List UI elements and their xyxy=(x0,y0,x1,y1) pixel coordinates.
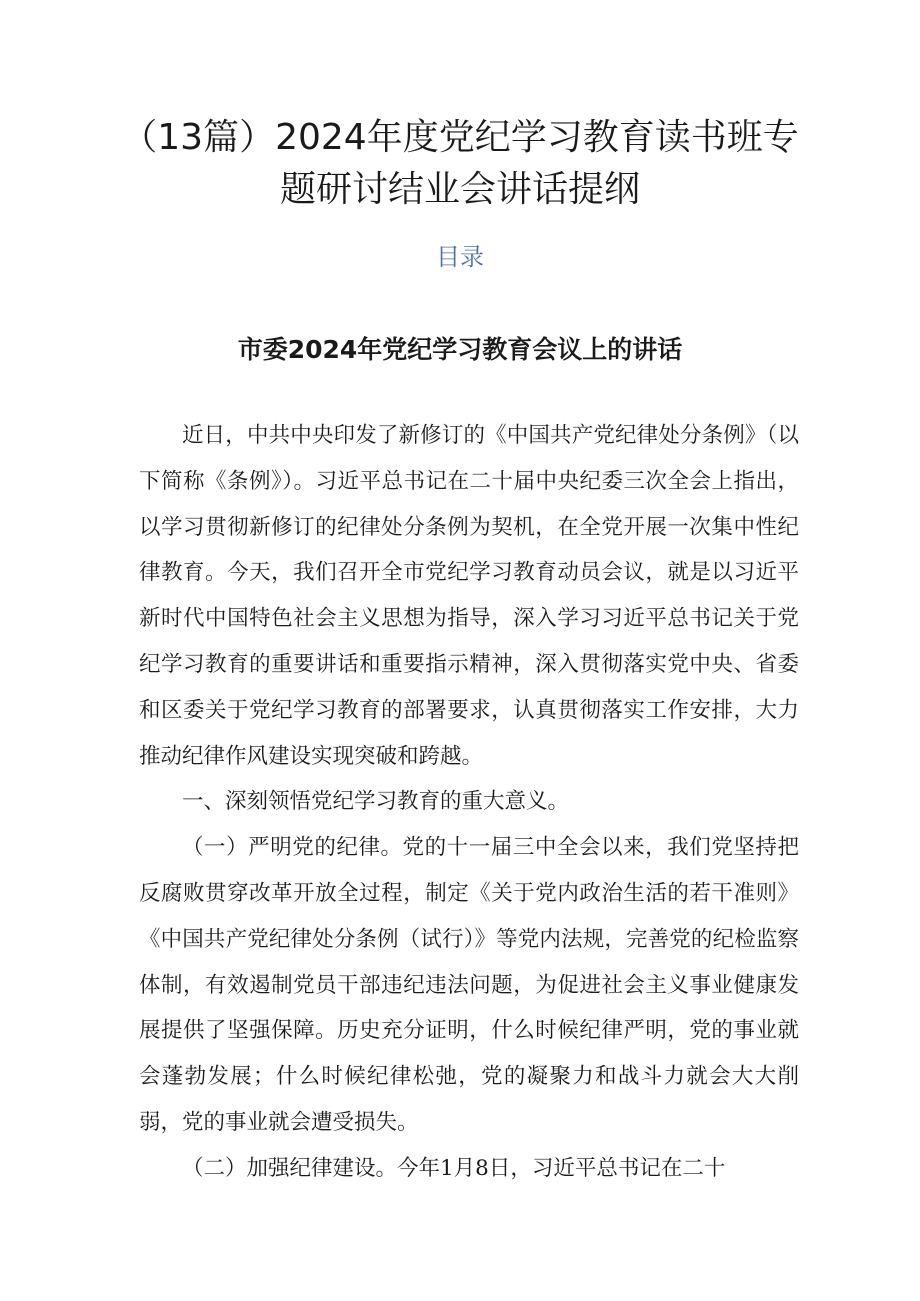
document-body xyxy=(139,413,799,1192)
body-heading-one: 一、深刻领悟党纪学习教育的重大意义。 xyxy=(182,789,570,815)
body-paragraph-intro: 近日，中共中央印发了新修订的《中国共产党纪律处分条例》（以下简称《条例》）。习近平总书记在二十届中央纪委三次全会上指出，以学习贯彻新修订的纪律处分条例为契机，在全党开展一次集中性纪律教育。今天，我们召开全市党纪学习教育动员会议，就是以习近平新时代中国特色社会主义思想为指导，深入学习习近平总书记关于党纪学习教育的重要讲话和重要指示精神，深入贯彻落实党中央、省委和区委关于党纪学习教育的部署要求，认真贯彻落实工作安排，大力推动纪律作风建设实现突破和跨越。 xyxy=(139,423,799,769)
body-paragraph-strengthen: （二）加强纪律建设。今年1月8日，习近平总书记在二十 xyxy=(182,1155,726,1181)
document-title xyxy=(120,112,800,216)
document-title-line-1: （13篇）2024年度党纪学习教育读书班专 xyxy=(121,117,799,158)
body-paragraph-discipline: （一）严明党的纪律。党的十一届三中全会以来，我们党坚持把反腐败贯穿改革开放全过程，制定《关于党内政治生活的若干准则》《中国共产党纪律处分条例（试行）》等党内法规，完善党的纪检监察体制，有效遏制党员干部违纪违法问题，为促进社会主义事业健康发展提供了坚强保障。历史充分证明，什么时候纪律严明，党的事业就会蓬勃发展；什么时候纪律松弛，党的凝聚力和战斗力就会大大削弱，党的事业就会遭受损失。 xyxy=(139,835,799,1135)
table-of-contents-link[interactable]: 目录 xyxy=(436,243,484,271)
section-title: 市委2024年党纪学习教育会议上的讲话 xyxy=(237,335,683,364)
document-title-line-2: 题研讨结业会讲话提纲 xyxy=(279,169,640,210)
